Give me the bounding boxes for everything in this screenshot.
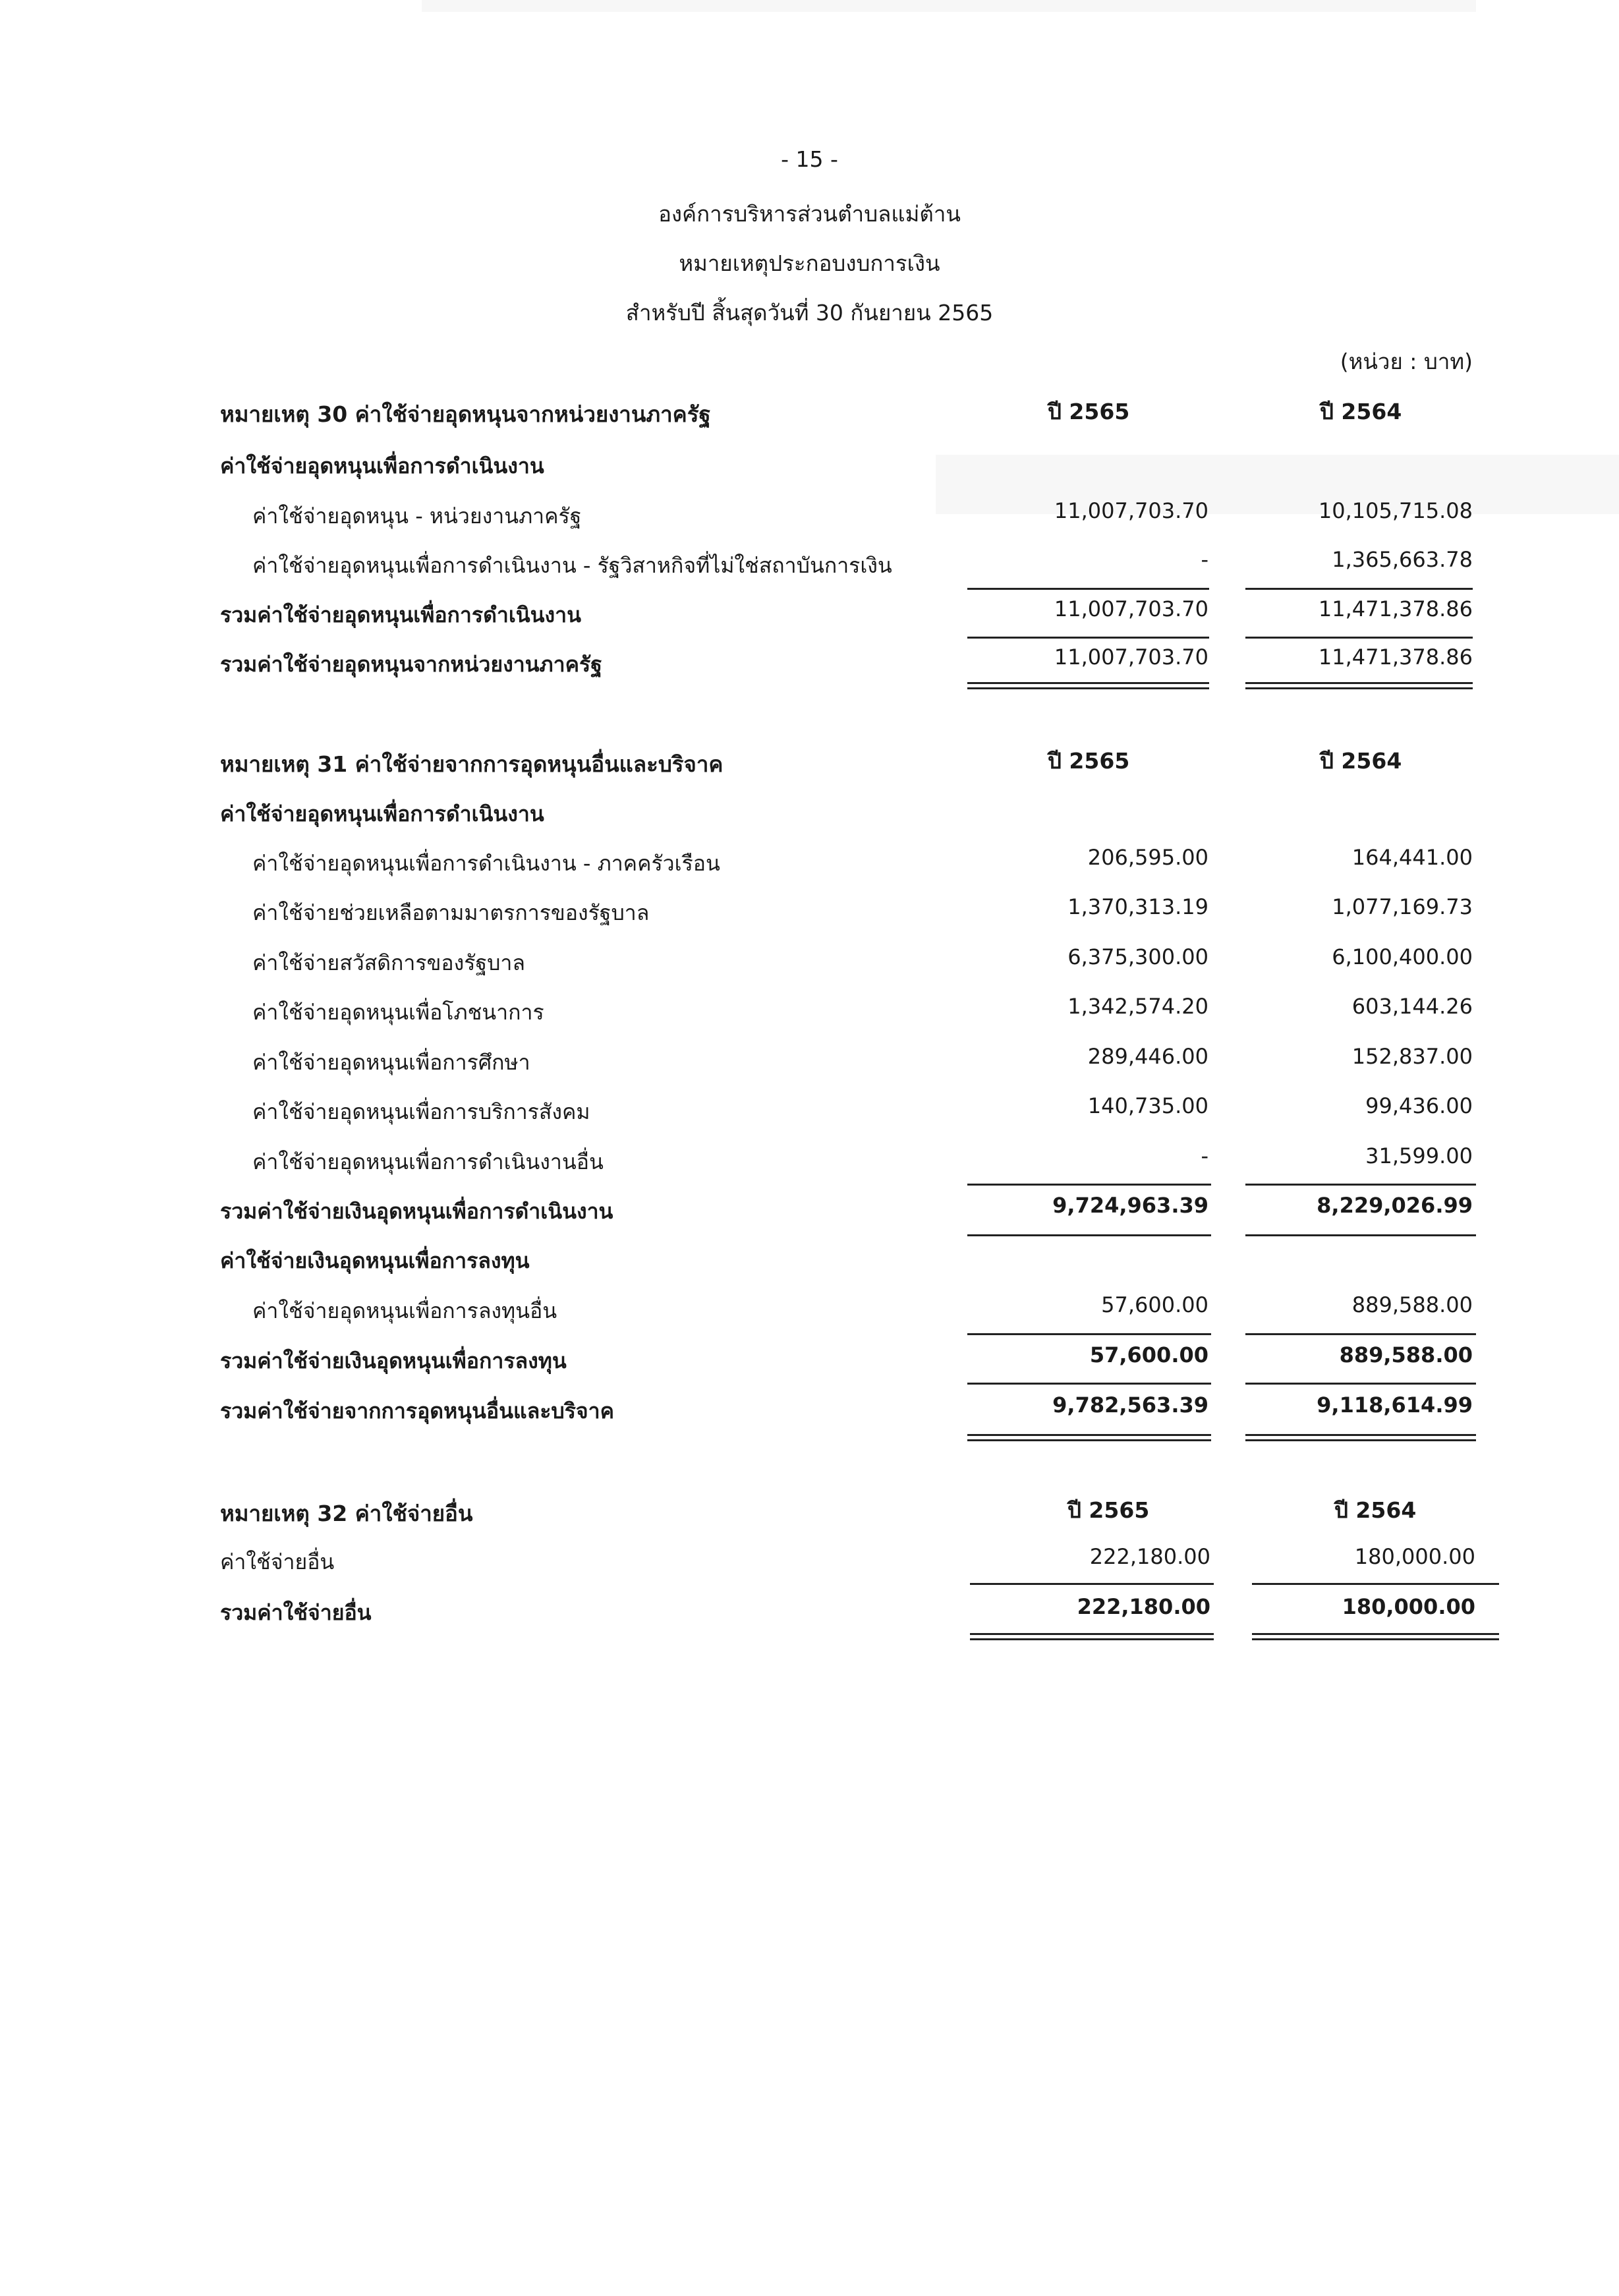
note31-item-current: - — [1201, 1143, 1208, 1168]
note31-item-current: 206,595.00 — [1087, 845, 1208, 870]
note31-double-rule-prior — [1245, 1434, 1476, 1441]
note30-rule-prior — [1245, 637, 1473, 639]
note31-item-prior: 603,144.26 — [1351, 994, 1473, 1019]
note30-double-rule-prior — [1245, 682, 1473, 689]
note31-item-prior: 6,100,400.00 — [1332, 944, 1473, 969]
note31-item-label: ค่าใช้จ่ายอุดหนุนเพื่อการดำเนินงาน - ภาคครัวเรือน — [252, 851, 720, 876]
note31-rule-prior — [1245, 1234, 1476, 1236]
note30-item-current: 11,007,703.70 — [1054, 498, 1208, 523]
note30-item-label: ค่าใช้จ่ายอุดหนุน - หน่วยงานภาครัฐ — [252, 503, 582, 529]
note32-double-rule-prior — [1252, 1633, 1499, 1640]
note30-group-heading: ค่าใช้จ่ายอุดหนุนเพื่อการดำเนินงาน — [220, 453, 544, 478]
unit-label: (หน่วย : บาท) — [1340, 349, 1473, 374]
note31-item-label: ค่าใช้จ่ายอุดหนุนเพื่อการลงทุนอื่น — [252, 1298, 557, 1323]
note31-item-label: ค่าใช้จ่ายอุดหนุนเพื่อการบริการสังคม — [252, 1099, 590, 1124]
note30-year-current: ปี 2565 — [1048, 399, 1130, 424]
note31-rule-current — [967, 1383, 1211, 1385]
note31-subtotal2-current: 57,600.00 — [1089, 1342, 1208, 1367]
note31-item-prior: 99,436.00 — [1365, 1093, 1473, 1118]
note32-total-label: รวมค่าใช้จ่ายอื่น — [220, 1600, 372, 1625]
note31-item-current: 289,446.00 — [1087, 1044, 1208, 1069]
note32-item-label: ค่าใช้จ่ายอื่น — [220, 1549, 335, 1574]
note32-double-rule-current — [970, 1633, 1214, 1640]
note31-subtotal1-prior: 8,229,026.99 — [1317, 1193, 1473, 1218]
note31-subtotal2-label: รวมค่าใช้จ่ายเงินอุดหนุนเพื่อการลงทุน — [220, 1348, 567, 1373]
note30-item-current: - — [1201, 547, 1208, 572]
note30-double-rule-current — [967, 682, 1209, 689]
note31-double-rule-current — [967, 1434, 1211, 1441]
note32-rule-current — [970, 1583, 1214, 1585]
note31-item-current: 57,600.00 — [1101, 1292, 1208, 1317]
note31-rule-prior — [1245, 1333, 1476, 1335]
note31-rule-current — [967, 1234, 1211, 1236]
note32-title: หมายเหตุ 32 ค่าใช้จ่ายอื่น — [220, 1501, 473, 1526]
note31-total-prior: 9,118,614.99 — [1317, 1392, 1473, 1418]
note31-item-prior: 31,599.00 — [1365, 1143, 1473, 1168]
note30-rule-prior — [1245, 588, 1473, 590]
note31-group1-heading: ค่าใช้จ่ายอุดหนุนเพื่อการดำเนินงาน — [220, 801, 544, 826]
note30-item-label: ค่าใช้จ่ายอุดหนุนเพื่อการดำเนินงาน - รัฐวิสาหกิจที่ไม่ใช่สถาบันการเงิน — [252, 553, 892, 578]
page-number: - 15 - — [781, 146, 838, 172]
note32-year-current: ปี 2565 — [1067, 1497, 1150, 1523]
note31-total-current: 9,782,563.39 — [1052, 1392, 1208, 1418]
note30-total-prior: 11,471,378.86 — [1318, 645, 1473, 670]
note31-rule-current — [967, 1333, 1211, 1335]
note31-year-current: ปี 2565 — [1048, 748, 1130, 774]
note31-subtotal2-prior: 889,588.00 — [1339, 1342, 1473, 1367]
note31-group2-heading: ค่าใช้จ่ายเงินอุดหนุนเพื่อการลงทุน — [220, 1248, 530, 1273]
note30-rule-current — [967, 588, 1209, 590]
note30-item-prior: 10,105,715.08 — [1318, 498, 1473, 523]
note31-item-label: ค่าใช้จ่ายอุดหนุนเพื่อการดำเนินงานอื่น — [252, 1149, 604, 1174]
note30-subtotal-label: รวมค่าใช้จ่ายอุดหนุนเพื่อการดำเนินงาน — [220, 602, 581, 627]
note30-title: หมายเหตุ 30 ค่าใช้จ่ายอุดหนุนจากหน่วยงานภาครัฐ — [220, 401, 711, 427]
note31-item-prior: 889,588.00 — [1351, 1292, 1473, 1317]
note31-subtotal1-current: 9,724,963.39 — [1052, 1193, 1208, 1218]
organization-name: องค์การบริหารส่วนตำบลแม่ต้าน — [658, 201, 961, 227]
reporting-period: สำหรับปี สิ้นสุดวันที่ 30 กันยายน 2565 — [625, 300, 994, 326]
scan-smudge-top — [422, 0, 1476, 12]
note31-item-label: ค่าใช้จ่ายช่วยเหลือตามมาตรการของรัฐบาล — [252, 900, 650, 925]
note31-item-current: 1,370,313.19 — [1067, 894, 1208, 919]
document-title: หมายเหตุประกอบงบการเงิน — [679, 250, 940, 276]
note31-title: หมายเหตุ 31 ค่าใช้จ่ายจากการอุดหนุนอื่นและบริจาค — [220, 751, 724, 777]
note30-total-label: รวมค่าใช้จ่ายอุดหนุนจากหน่วยงานภาครัฐ — [220, 652, 602, 677]
note32-item-prior: 180,000.00 — [1354, 1544, 1475, 1569]
note31-item-label: ค่าใช้จ่ายอุดหนุนเพื่อโภชนาการ — [252, 1000, 544, 1025]
note31-item-current: 6,375,300.00 — [1067, 944, 1208, 969]
note30-rule-current — [967, 637, 1209, 639]
note31-item-current: 1,342,574.20 — [1067, 994, 1208, 1019]
note32-total-prior: 180,000.00 — [1342, 1594, 1475, 1619]
note31-item-prior: 1,077,169.73 — [1332, 894, 1473, 919]
note32-rule-prior — [1252, 1583, 1499, 1585]
note31-item-prior: 164,441.00 — [1351, 845, 1473, 870]
note30-total-current: 11,007,703.70 — [1054, 645, 1208, 670]
note31-year-prior: ปี 2564 — [1320, 748, 1402, 774]
note32-item-current: 222,180.00 — [1089, 1544, 1210, 1569]
note31-rule-prior — [1245, 1383, 1476, 1385]
note32-year-prior: ปี 2564 — [1334, 1497, 1417, 1523]
note30-item-prior: 1,365,663.78 — [1332, 547, 1473, 572]
note32-total-current: 222,180.00 — [1077, 1594, 1210, 1619]
note31-total-label: รวมค่าใช้จ่ายจากการอุดหนุนอื่นและบริจาค — [220, 1398, 615, 1423]
note31-item-current: 140,735.00 — [1087, 1093, 1208, 1118]
note30-subtotal-current: 11,007,703.70 — [1054, 596, 1208, 621]
note30-year-prior: ปี 2564 — [1320, 399, 1402, 424]
note30-subtotal-prior: 11,471,378.86 — [1318, 596, 1473, 621]
note31-item-prior: 152,837.00 — [1351, 1044, 1473, 1069]
scan-smudge-right — [936, 455, 1619, 514]
note31-subtotal1-label: รวมค่าใช้จ่ายเงินอุดหนุนเพื่อการดำเนินงาน — [220, 1199, 613, 1224]
note31-rule-current — [967, 1184, 1211, 1186]
note31-item-label: ค่าใช้จ่ายสวัสดิการของรัฐบาล — [252, 950, 525, 975]
note31-item-label: ค่าใช้จ่ายอุดหนุนเพื่อการศึกษา — [252, 1050, 530, 1075]
note31-rule-prior — [1245, 1184, 1476, 1186]
